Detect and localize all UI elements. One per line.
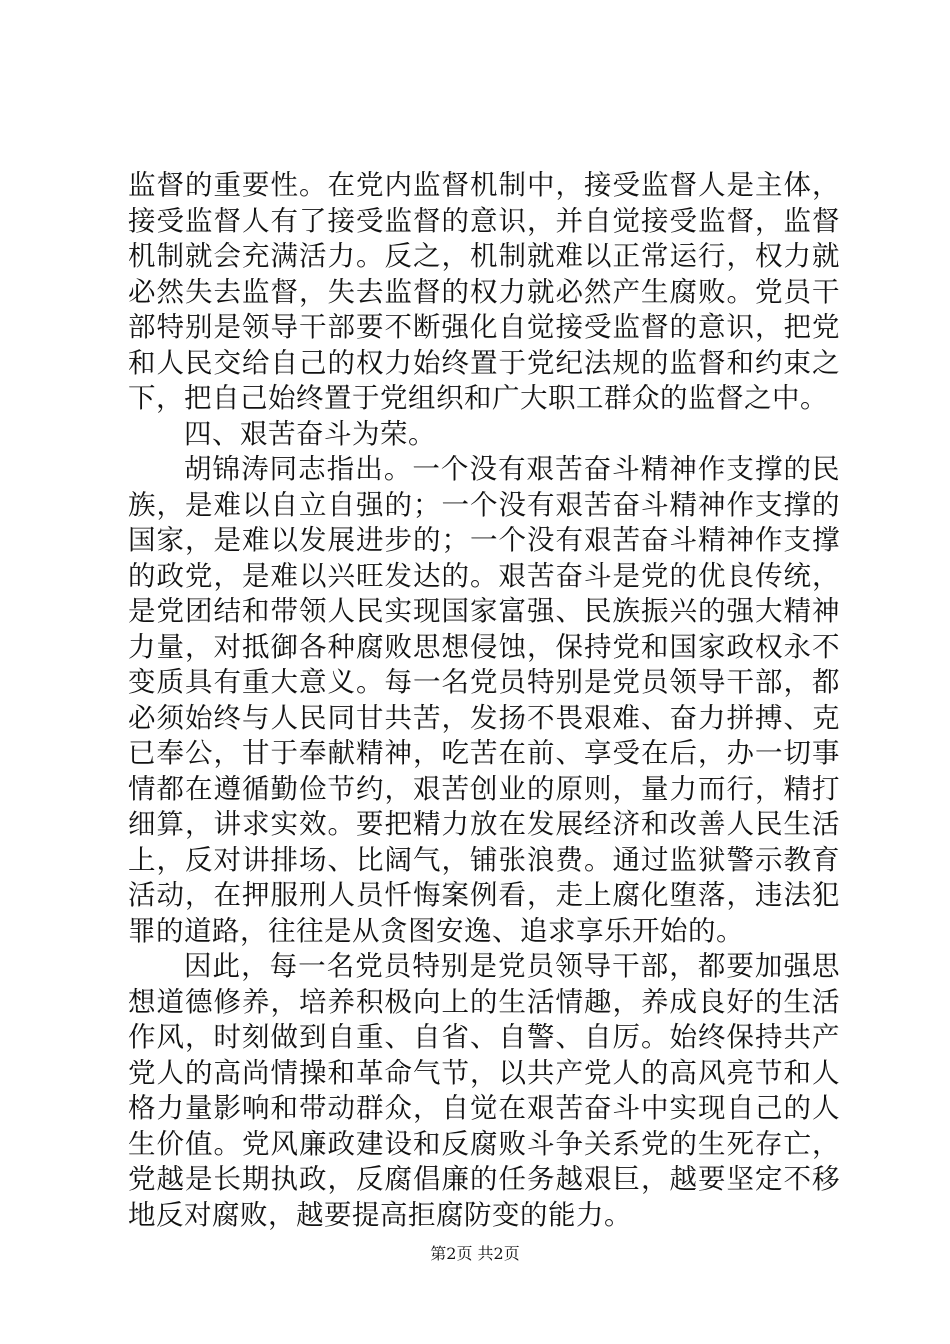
body-paragraph-hu-jintao-quote: 胡锦涛同志指出。一个没有艰苦奋斗精神作支撑的民族，是难以自立自强的；一个没有艰苦奋斗精神作支撑的国家，是难以发展进步的；一个没有艰苦奋斗精神作支撑的政党，是难以兴旺发达的。艰苦奋斗是党的优良传统，是党团结和带领人民实现国家富强、民族振兴的强大精神力量，对抵御各种腐败思想侵蚀，保持党和国家政权永不变质具有重大意义。每一名党员特别是党员领导干部，都必须始终与人民同甘共苦，发扬不畏艰难、奋力拼搏、克已奉公，甘于奉献精神，吃苦在前、享受在后，办一切事情都在遵循勤俭节约，艰苦创业的原则，量力而行，精打细算，讲求实效。要把精力放在发展经济和改善人民生活上，反对讲排场、比阔气，铺张浪费。通过监狱警示教育活动，在押服刑人员忏悔案例看，走上腐化堕落，违法犯罪的道路，往往是从贪图安逸、追求享乐开始的。 — [128, 453, 840, 947]
body-paragraph-supervision: 监督的重要性。在党内监督机制中，接受监督人是主体，接受监督人有了接受监督的意识，并自觉接受监督，监督机制就会充满活力。反之，机制就难以正常运行，权力就必然失去监督，失去监督的权力就必然产生腐败。党员干部特别是领导干部要不断强化自觉接受监督的意识，把党和人民交给自己的权力始终置于党纪法规的监督和约束之下，把自己始终置于党组织和广大职工群众的监督之中。 — [128, 169, 840, 414]
document-body — [128, 168, 840, 1233]
section-heading-hard-work: 四、艰苦奋斗为荣。 — [184, 417, 436, 450]
page-number-footer: 第2页 共2页 — [430, 1244, 520, 1263]
body-paragraph-conclusion: 因此，每一名党员特别是党员领导干部，都要加强思想道德修养，培养积极向上的生活情趣，养成良好的生活作风，时刻做到自重、自省、自警、自厉。始终保持共产党人的高尚情操和革命气节，以共产党人的高风亮节和人格力量影响和带动群众，自觉在艰苦奋斗中实现自己的人生价值。党风廉政建设和反腐败斗争关系党的生死存亡，党越是长期执政，反腐倡廉的任务越艰巨，越要坚定不移地反对腐败，越要提高拒腐防变的能力。 — [128, 950, 840, 1231]
